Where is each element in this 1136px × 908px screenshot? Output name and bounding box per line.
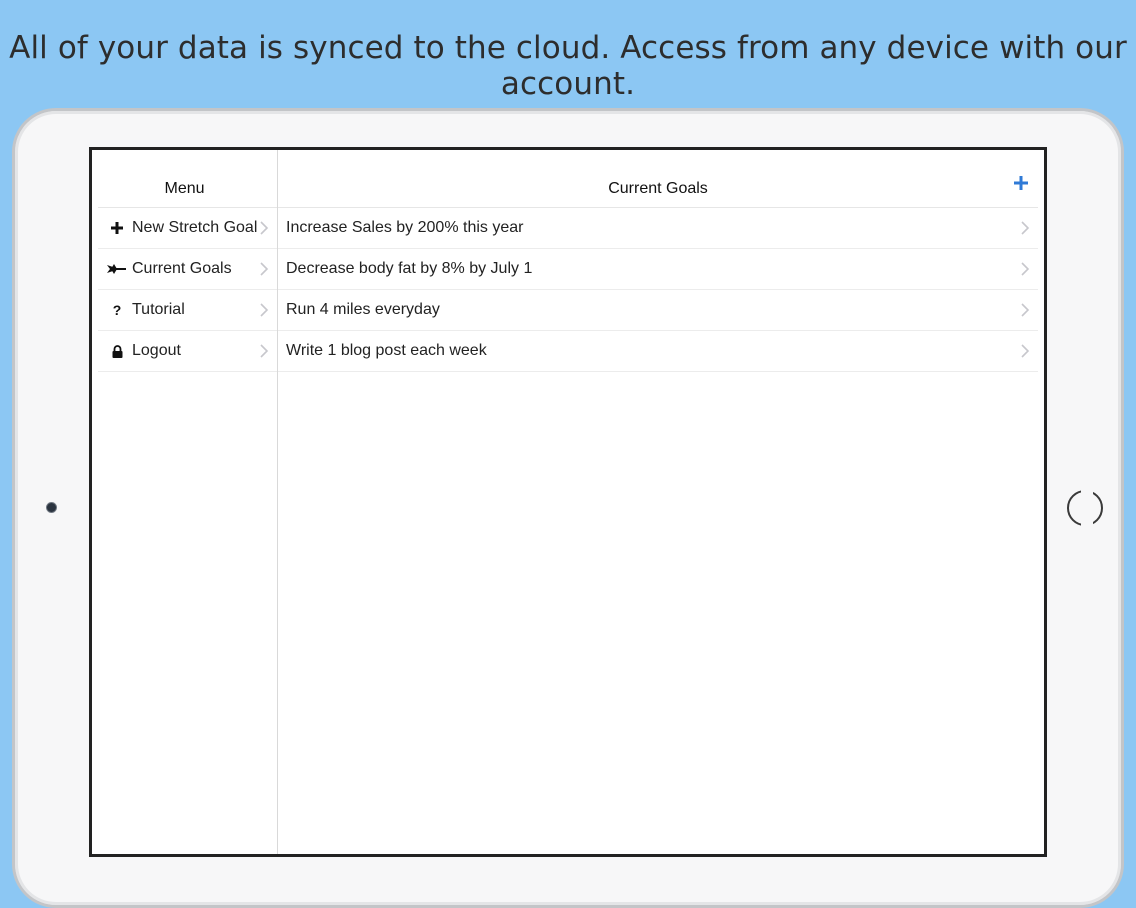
menu-title: Menu [164, 180, 205, 197]
chevron-right-icon [259, 261, 269, 277]
goal-label: Increase Sales by 200% this year [286, 219, 524, 236]
goals-header [278, 150, 1038, 208]
menu-item-label: Current Goals [132, 260, 232, 277]
menu-item-new-stretch-goal[interactable] [98, 208, 277, 249]
add-goal-button[interactable] [1010, 172, 1032, 194]
chevron-right-icon [259, 220, 269, 236]
chevron-right-icon [1020, 220, 1030, 236]
menu-item-label: Logout [132, 342, 181, 359]
headline: All of your data is synced to the cloud. Access from any device with our account. [9, 30, 1127, 102]
goal-row[interactable] [278, 208, 1038, 249]
app-screen [89, 147, 1047, 857]
goal-row[interactable] [278, 249, 1038, 290]
lock-icon [106, 345, 128, 358]
arrow-icon [106, 263, 128, 275]
goal-row[interactable] [278, 290, 1038, 331]
home-button[interactable] [1067, 490, 1103, 526]
chevron-right-icon [1020, 261, 1030, 277]
goals-panel [278, 150, 1044, 854]
goal-label: Write 1 blog post each week [286, 342, 487, 359]
goal-label: Decrease body fat by 8% by July 1 [286, 260, 533, 277]
chevron-right-icon [259, 302, 269, 318]
menu-item-tutorial[interactable] [98, 290, 277, 331]
camera-icon [46, 502, 57, 513]
chevron-right-icon [259, 343, 269, 359]
chevron-right-icon [1020, 302, 1030, 318]
goal-label: Run 4 miles everyday [286, 301, 440, 318]
goals-title: Current Goals [608, 180, 708, 197]
goal-row[interactable] [278, 331, 1038, 372]
menu-item-label: Tutorial [132, 301, 185, 318]
menu-item-logout[interactable] [98, 331, 277, 372]
menu-item-label: New Stretch Goal [132, 219, 258, 236]
chevron-right-icon [1020, 343, 1030, 359]
plus-icon [1014, 176, 1028, 190]
menu-sidebar [92, 150, 278, 854]
menu-header [98, 150, 277, 208]
question-icon: ? [112, 302, 122, 318]
menu-item-current-goals[interactable] [98, 249, 277, 290]
plus-icon [106, 222, 128, 234]
